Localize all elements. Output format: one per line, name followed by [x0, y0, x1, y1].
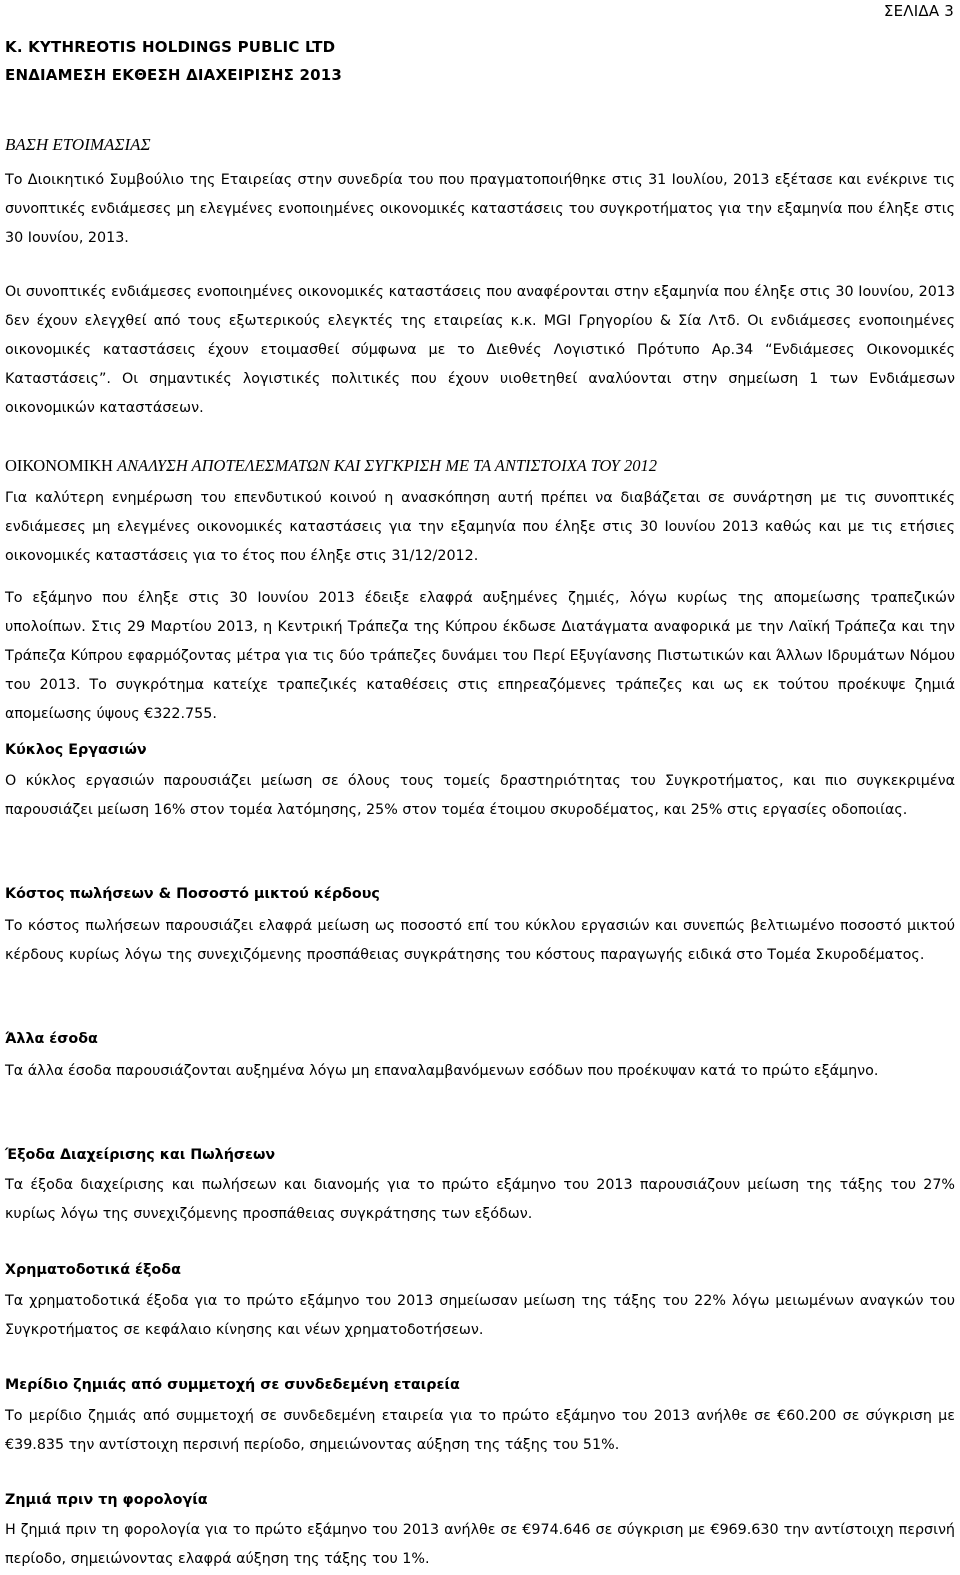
section-heading-associate-loss: Μερίδιο ζημιάς από συμμετοχή σε συνδεδεμένη εταιρεία [5, 1377, 460, 1393]
section-text-loss-before-tax: Η ζημιά πριν τη φορολογία για το πρώτο εξάμηνο του 2013 ανήλθε σε €974.646 σε σύγκριση με €969.630 την αντίστοιχη περσινή περίοδο, σημειώνοντας ελαφρά αύξηση της τάξης του 1%. [5, 1522, 955, 1567]
basis-paragraph-2: Οι συνοπτικές ενδιάμεσες ενοποιημένες οικονομικές καταστάσεις που αναφέρονται στην εξαμηνία που έληξε στις 30 Ιουνίου, 2013 δεν έχουν ελεγχθεί από τους εξωτερικούς ελεγκτές της εταιρείας κ.κ. MGI Γρηγορίου & Σία Λτδ. Οι ενδιάμεσες ενοποιημένες οικονομικές καταστάσεις έχουν ετοιμασθεί σύμφωνα με το Διεθνές Λογιστικό Πρότυπο Αρ.34 “Ενδιάμεσες Οικονομικές Καταστάσεις”. Οι σημαντικές λογιστικές πολιτικές που έχουν υιοθετηθεί αναλύονται στην σημείωση 1 των Ενδιάμεσων οικονομικών καταστάσεων. [5, 284, 955, 416]
basis-heading: ΒΑΣΗ ΕΤΟΙΜΑΣΙΑΣ [5, 135, 151, 154]
page-number: ΣΕΛΙΔΑ 3 [883, 2, 954, 20]
analysis-paragraph-2: Το εξάμηνο που έληξε στις 30 Ιουνίου 2013 έδειξε ελαφρά αυξημένες ζημιές, λόγω κυρίως της απομείωσης τραπεζικών υπολοίπων. Στις 29 Μαρτίου 2013, η Κεντρική Τράπεζα της Κύπρου έκδωσε Διατάγματα αναφορικά με την Λαϊκή Τράπεζα και την Τράπεζα Κύπρου εφαρμόζοντας μέτρα για τις δύο τράπεζες δυνάμει του Περί Εξυγίανσης Πιστωτικών και Άλλων Ιδρυμάτων Νόμου του 2013. Το συγκρότημα κατείχε τραπεζικές καταθέσεις στις επηρεαζόμενες τράπεζες και ως εκ τούτου προέκυψε ζημιά απομείωσης ύψους €322.755. [5, 590, 955, 722]
section-text-cost-of-sales: Το κόστος πωλήσεων παρουσιάζει ελαφρά μείωση ως ποσοστό επί του κύκλου εργασιών και συνεπώς βελτιωμένο ποσοστό μικτού κέρδους κυρίως λόγω της συνεχιζόμενης προσπάθειας συγκράτησης του κόστους παραγωγής ειδικά στο Τομέα Σκυροδέματος. [5, 918, 955, 963]
company-name: K. KYTHREOTIS HOLDINGS PUBLIC LTD [5, 38, 336, 56]
section-text-associate-loss: Το μερίδιο ζημιάς από συμμετοχή σε συνδεδεμένη εταιρεία για το πρώτο εξάμηνο του 2013 ανήλθε σε €60.200 σε σύγκριση με €39.835 την αντίστοιχη περσινή περίοδο, σημειώνοντας αύξηση της τάξης του 51%. [5, 1408, 955, 1453]
analysis-heading-italic: ΑΝΑΛΥΣΗ ΑΠΟΤΕΛΕΣΜΑΤΩΝ ΚΑΙ ΣΥΓΚΡΙΣΗ ΜΕ ΤΑ ΑΝΤΙΣΤΟΙΧΑ ΤΟΥ 2012 [117, 456, 657, 475]
section-heading-loss-before-tax: Ζημιά πριν τη φορολογία [5, 1492, 208, 1508]
analysis-paragraph-1: Για καλύτερη ενημέρωση του επενδυτικού κοινού η ανασκόπηση αυτή πρέπει να διαβάζεται σε συνάρτηση με τις συνοπτικές ενδιάμεσες μη ελεγμένες οικονομικές καταστάσεις για την εξαμηνία που έληξε στις 30 Ιουνίου 2013 καθώς και με τις ετήσιες οικονομικές καταστάσεις για το έτος που έληξε στις 31/12/2012. [5, 490, 955, 564]
basis-paragraph-1: Το Διοικητικό Συμβούλιο της Εταιρείας στην συνεδρία του που πραγματοποιήθηκε στις 31 Ιουλίου, 2013 εξέτασε και ενέκρινε τις συνοπτικές ενδιάμεσες μη ελεγμένες ενοποιημένες οικονομικές καταστάσεις του συγκροτήματος για την εξαμηνία που έληξε στις 30 Ιουνίου, 2013. [5, 172, 955, 246]
section-text-turnover: Ο κύκλος εργασιών παρουσιάζει μείωση σε όλους τους τομείς δραστηριότητας του Συγκροτήματος, και πιο συγκεκριμένα παρουσιάζει μείωση 16% στον τομέα λατόμησης, 25% στον τομέα έτοιμου σκυροδέματος, και 25% στις εργασίες οδοποιίας. [5, 773, 955, 818]
section-heading-finance-costs: Χρηματοδοτικά έξοδα [5, 1262, 181, 1278]
analysis-heading-upright: ΟΙΚΟΝΟΜΙΚΗ [5, 456, 118, 475]
section-heading-other-income: Άλλα έσοδα [5, 1031, 98, 1047]
section-heading-cost-of-sales: Κόστος πωλήσεων & Ποσοστό μικτού κέρδους [5, 886, 380, 902]
section-text-finance-costs: Τα χρηματοδοτικά έξοδα για το πρώτο εξάμηνο του 2013 σημείωσαν μείωση της τάξης του 22% λόγω μειωμένων αναγκών του Συγκροτήματος σε κεφάλαιο κίνησης και νέων χρηματοδοτήσεων. [5, 1293, 955, 1338]
report-title: ΕΝΔΙΑΜΕΣΗ ΕΚΘΕΣΗ ΔΙΑΧΕΙΡΙΣΗΣ 2013 [5, 66, 343, 84]
section-text-admin-expenses: Τα έξοδα διαχείρισης και πωλήσεων και διανομής για το πρώτο εξάμηνο του 2013 παρουσιάζουν μείωση της τάξης του 27% κυρίως λόγω της συνεχιζόμενης προσπάθειας συγκράτησης των εξόδων. [5, 1177, 955, 1222]
section-heading-turnover: Κύκλος Εργασιών [5, 742, 147, 758]
section-text-other-income: Τα άλλα έσοδα παρουσιάζονται αυξημένα λόγω μη επαναλαμβανόμενων εσόδων που προέκυψαν κατά το πρώτο εξάμηνο. [5, 1063, 879, 1079]
section-heading-admin-expenses: Έξοδα Διαχείρισης και Πωλήσεων [5, 1147, 276, 1163]
analysis-heading [5, 456, 657, 476]
